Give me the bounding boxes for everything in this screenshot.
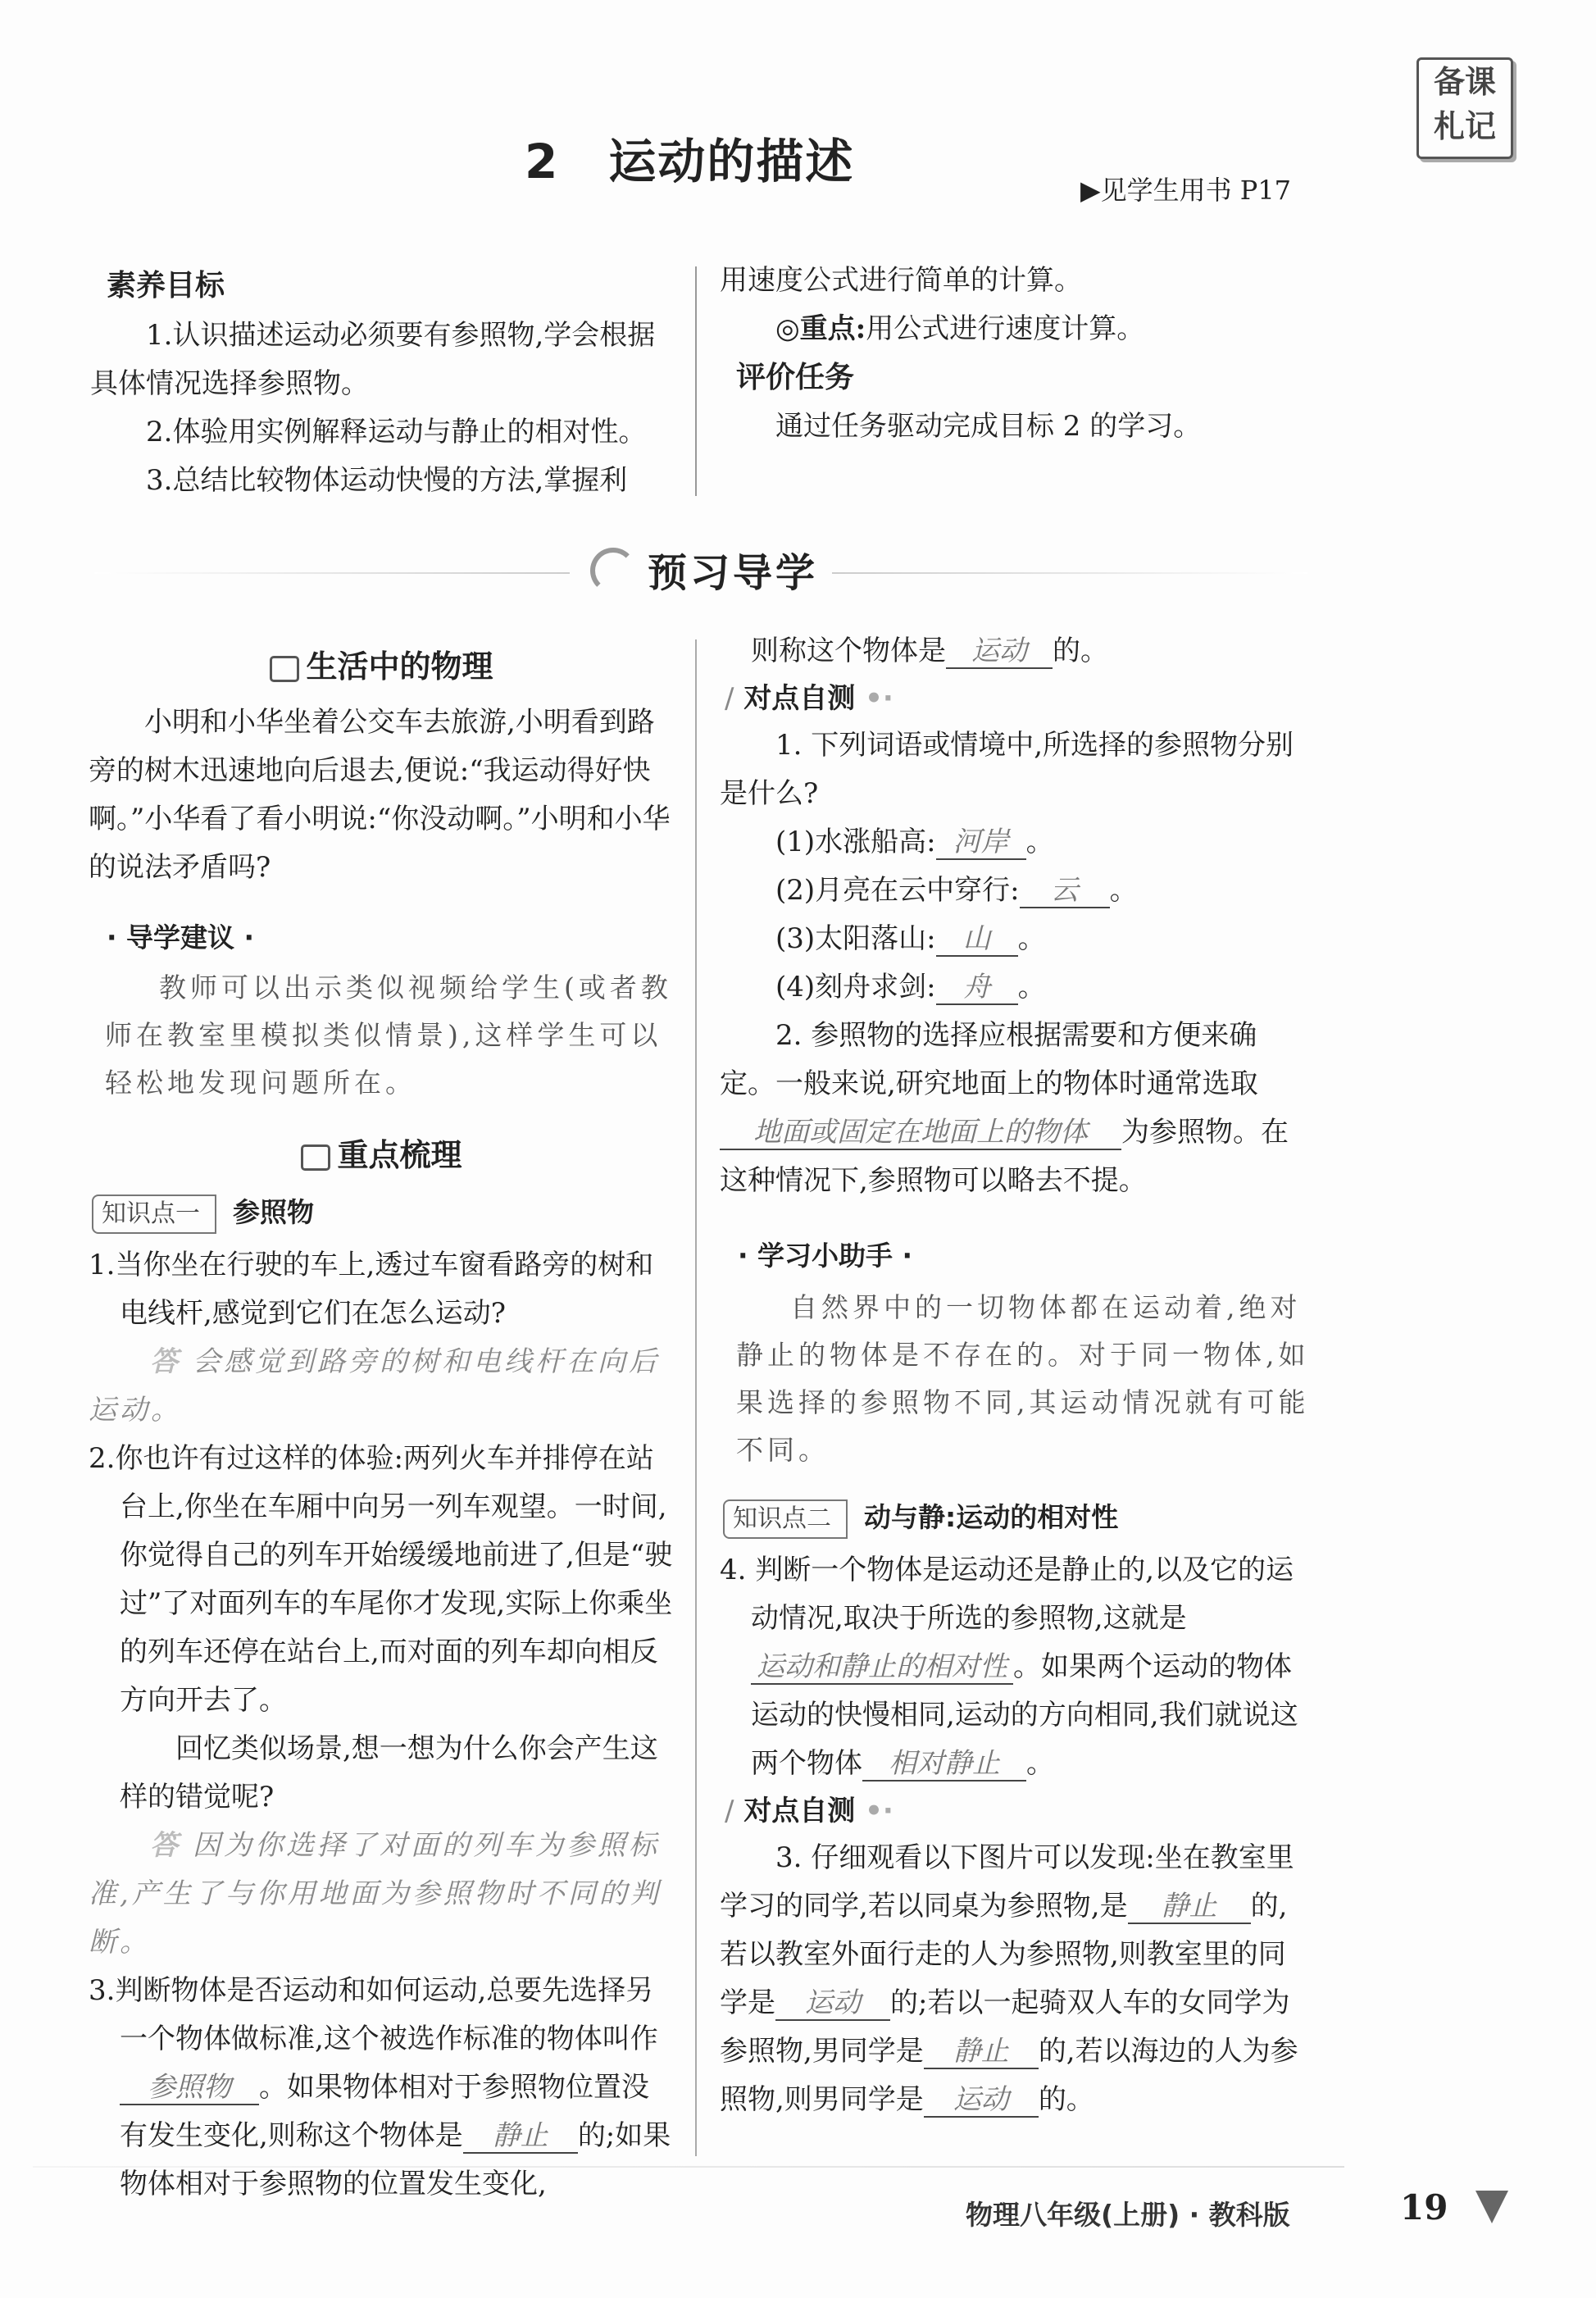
right-column (720, 627, 1310, 2124)
goals-heading: 素养目标 (107, 269, 225, 303)
keypoint-text: 用公式进行速度计算。 (866, 312, 1145, 345)
checklist-icon (301, 1144, 330, 1171)
key-heading-row (89, 1126, 675, 1184)
band-line-right (832, 572, 1307, 574)
st1-q2-part2: 为参照物。在这种情况下,参照物可以略去不提。 (720, 1116, 1289, 1197)
corner-deco-icon (1476, 2191, 1508, 2223)
life-heading-row (89, 638, 675, 695)
goals-left (90, 261, 676, 505)
q3-text (89, 1967, 675, 2209)
preview-band (94, 541, 1307, 607)
q2-text: 2.你也许有过这样的体验:两列火车并排停在站台上,你坐在车厢中向另一列车观望。一时间,你觉得自己的列车开始缓缓地前进了,但是“驶过”了对面列车的车尾你才发现,实际上你乘坐的列车还停在站台上,而对面的列车却向相反方向开去了。 (89, 1442, 673, 1717)
helper-heading: · 学习小助手 · (738, 1240, 913, 1272)
kp2-row (723, 1497, 1310, 1543)
keypoint (720, 305, 1310, 353)
q4-blank1: 运动和静止的相对性 (751, 1650, 1013, 1685)
pen-icon: ∕ (725, 682, 734, 715)
kp2-chip: 知识点二 (723, 1499, 848, 1539)
selftest1-heading: 对点自测 (743, 682, 856, 715)
st2-blank4: 运动 (924, 2083, 1039, 2118)
q3-blank2: 静止 (463, 2119, 578, 2154)
notes-stamp (1416, 57, 1513, 159)
kp1-chip: 知识点一 (92, 1195, 216, 1234)
page-title: 2 运动的描述 (525, 134, 855, 189)
answer-badge: 答 (150, 1829, 181, 1862)
st1-item-3-blank: 山 (936, 922, 1018, 957)
page-number: 19 (1400, 2187, 1448, 2227)
stamp-line2: 札记 (1433, 108, 1496, 144)
q2-answer-row (89, 1822, 675, 1967)
goal-item-2: 2.体验用实例解释运动与静止的相对性。 (146, 416, 647, 448)
st2-part4: 的,若以海边的人为参照物,则男同学是 (720, 2035, 1298, 2116)
q3-part2: 。如果物体相对于参照物位置没有发生变化,则称这个物体是 (120, 2071, 649, 2152)
st1-item-2-label: (2)月亮在云中穿行: (775, 874, 1020, 907)
answer-badge: 答 (150, 1345, 181, 1378)
q4-part3: 。 (1026, 1747, 1054, 1780)
selftest2-heading-row (725, 1788, 1310, 1834)
keypoint-label: ◎重点: (775, 312, 866, 345)
kp1-row (92, 1192, 675, 1238)
left-column (89, 638, 675, 2209)
st1-q2 (720, 1012, 1310, 1205)
st1-item-1: (1)水涨船高: 河岸 。 (775, 826, 1054, 858)
kp2-title: 动与静:运动的相对性 (864, 1501, 1119, 1533)
q3-blank3: 运动 (946, 635, 1053, 669)
student-ref (1080, 170, 1291, 207)
q3-part1: 3.判断物体是否运动和如何运动,总要先选择另一个物体做标准,这个被选作标准的物体叫作 (89, 1974, 658, 2055)
eval-text: 通过任务驱动完成目标 2 的学习。 (775, 410, 1202, 443)
goals-right (720, 257, 1310, 451)
q3-part3: 的;如果物体相对于参照物的位置发生变化, (120, 2119, 671, 2200)
guide-heading: · 导学建议 · (107, 921, 255, 953)
dots-icon: •· (855, 682, 893, 715)
q2-text2: 回忆类似场景,想一想为什么你会产生这样的错觉呢? (120, 1732, 658, 1813)
goal-item-3: 3.总结比较物体运动快慢的方法,掌握利 (146, 464, 628, 497)
st1-q2-part1: 2. 参照物的选择应根据需要和方便来确定。一般来说,研究地面上的物体时通常选取 (720, 1019, 1258, 1100)
st1-item-2: (2)月亮在云中穿行: 云 。 (775, 874, 1138, 907)
student-ref-text: 见学生用书 P17 (1100, 175, 1292, 206)
footer-text: 物理八年级(上册) · 教科版 (966, 2199, 1290, 2231)
st1-item-3: (3)太阳落山: 山 。 (775, 922, 1046, 955)
st2-part5: 的。 (1038, 2083, 1094, 2116)
column-divider-main (695, 639, 697, 2156)
st2-part2: 的,若以教室外面行走的人为参照物,则教室里的同学是 (720, 1890, 1288, 2019)
st1-item-4-blank: 舟 (936, 971, 1018, 1005)
st1-item-3-label: (3)太阳落山: (775, 922, 936, 955)
st2-part3: 的;若以一起骑双人车的女同学为参照物,男同学是 (720, 1986, 1290, 2068)
st1-q1: 1. 下列词语或情境中,所选择的参照物分别是什么? (720, 729, 1294, 810)
helper-text: 自然界中的一切物体都在运动着,绝对静止的物体是不存在的。对于同一物体,如果选择的参照物不同,其运动情况就有可能不同。 (736, 1291, 1310, 1466)
st1-item-4-label: (4)刻舟求剑: (775, 971, 936, 1003)
q3-continuation (720, 627, 1310, 676)
life-text: 小明和小华坐着公交车去旅游,小明看到路旁的树木迅速地向后退去,便说:“我运动得好快啊。”小华看了看小明说:“你没动啊。”小明和小华的说法矛盾吗? (89, 706, 671, 884)
q4-text (720, 1546, 1310, 1788)
q4-part2: 。如果两个运动的物体运动的快慢相同,运动的方向相同,我们就说这两个物体 (751, 1650, 1298, 1780)
goal-item-1: 1.认识描述运动必须要有参照物,学会根据具体情况选择参照物。 (90, 319, 656, 400)
st1-item-2-blank: 云 (1020, 874, 1110, 908)
st2-part1: 3. 仔细观看以下图片可以发现:坐在教室里学习的同学,若以同桌为参照物,是 (720, 1841, 1294, 1923)
preview-heading: 预习导学 (648, 550, 819, 596)
play-arrow-icon: ▶ (1080, 175, 1101, 206)
st1-item-4: (4)刻舟求剑: 舟 。 (775, 971, 1046, 1003)
st2-blank2: 运动 (775, 1986, 890, 2021)
q4-part1: 4. 判断一个物体是运动还是静止的,以及它的运动情况,取决于所选的参照物,这就是 (720, 1554, 1294, 1635)
band-line-left (94, 572, 570, 574)
st1-q2-blank: 地面或固定在地面上的物体 (720, 1116, 1121, 1150)
guide-text: 教师可以出示类似视频给学生(或者教师在教室里模拟类似情景),这样学生可以轻松地发现问题所在。 (105, 972, 672, 1099)
q1-answer-row (89, 1338, 675, 1435)
st1-item-1-blank: 河岸 (936, 826, 1026, 860)
q3-blank1: 参照物 (120, 2071, 259, 2105)
st2-blank3: 静止 (924, 2035, 1039, 2069)
st2-blank1: 静止 (1128, 1890, 1251, 1924)
q4-blank2: 相对静止 (862, 1747, 1026, 1782)
footer-rule (33, 2166, 1344, 2168)
pen-icon: ∕ (725, 1795, 734, 1827)
swirl-icon (590, 548, 636, 594)
eval-heading: 评价任务 (736, 361, 855, 394)
kp1-title: 参照物 (233, 1196, 314, 1228)
selftest1-heading-row (725, 676, 1310, 721)
selftest2-heading: 对点自测 (743, 1795, 856, 1827)
q3-part5: 的。 (1053, 635, 1108, 667)
life-heading: 生活中的物理 (306, 648, 493, 685)
st1-item-1-label: (1)水涨船高: (775, 826, 936, 858)
st2-q3 (720, 1834, 1310, 2124)
q1-text: 1.当你坐在行驶的车上,透过车窗看路旁的树和电线杆,感觉到它们在怎么运动? (89, 1249, 654, 1330)
book-icon (270, 656, 299, 682)
q3-part4: 则称这个物体是 (751, 635, 946, 667)
dots-icon: •· (855, 1795, 893, 1827)
q2-answer: 因为你选择了对面的列车为参照标准,产生了与你用地面为参照物时不同的判断。 (89, 1829, 662, 1959)
goal-continuation: 用速度公式进行简单的计算。 (720, 264, 1082, 297)
stamp-line1: 备课 (1433, 64, 1496, 100)
q1-answer: 会感觉到路旁的树和电线杆在向后运动。 (89, 1345, 660, 1427)
key-heading: 重点梳理 (337, 1137, 462, 1173)
column-divider-top (695, 266, 697, 496)
